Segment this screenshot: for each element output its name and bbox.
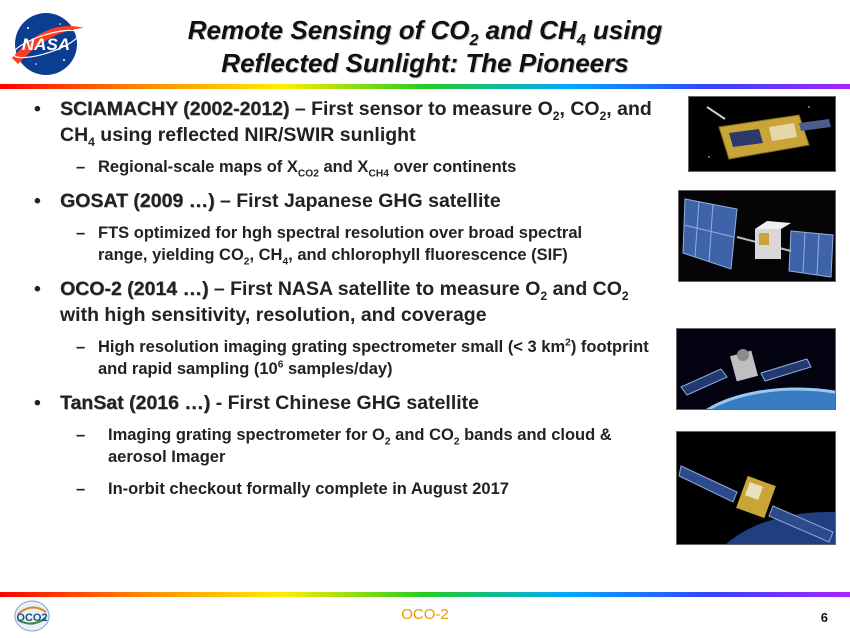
bullet-list	[32, 96, 672, 510]
tansat-satellite-image	[676, 431, 836, 545]
top-rainbow-divider	[0, 84, 850, 89]
nasa-logo	[6, 8, 88, 78]
footer-center-text: OCO-2	[401, 606, 449, 623]
oco2-logo-text: OCO2	[16, 612, 48, 624]
sub-bullet-sciamachy-maps: – Regional-scale maps of $X_{CO2}$ and $X_{CH4}$ over continents	[76, 158, 517, 180]
nasa-logo-text: NASA	[21, 35, 71, 54]
sub-bullet-oco2-spectrometer: – High resolution imaging grating spectrometer small (< 3 $km^2$) footprint and rapid sampling ($10^6$ samples/day)	[76, 337, 649, 378]
title-line-1: Remote Sensing of $CO_2$ and $CH_4$ using	[187, 15, 663, 50]
title-line-2: Reflected Sunlight: The Pioneers	[221, 48, 629, 78]
sub-bullet-gosat-fts: – FTS optimized for hgh spectral resolution over broad spectral range, yielding $CO_2$, $CH_4$, and chlorophyll fluorescence (SIF)	[76, 224, 583, 268]
bullet-gosat: • GOSAT (2009 …) – First Japanese GHG satellite	[32, 188, 672, 214]
gosat-satellite-image	[678, 190, 836, 282]
bullet-oco2: • OCO-2 (2014 …) – First NASA satellite to measure $O_2$ and $CO_2$ with high sensitivity, resolution, and coverage	[32, 276, 672, 328]
bullet-sciamachy: • SCIAMACHY (2002-2012) – First sensor to measure $O_2$, $CO_2$, and $CH_4$ using reflected NIR/SWIR sunlight	[32, 96, 672, 148]
page-number: 6	[820, 610, 828, 625]
sub-bullet-tansat-checkout: – In-orbit checkout formally complete in August 2017	[76, 480, 509, 498]
bottom-rainbow-divider	[0, 592, 850, 597]
page-title	[95, 14, 755, 80]
sciamachy-satellite-image	[688, 96, 836, 172]
bullet-tansat: • TanSat (2016 …) - First Chinese GHG satellite	[32, 390, 672, 416]
sub-bullet-tansat-spectrometer: – Imaging grating spectrometer for $O_2$ and $CO_2$ bands and cloud & aerosol Imager	[76, 426, 612, 466]
oco2-satellite-image	[676, 328, 836, 410]
